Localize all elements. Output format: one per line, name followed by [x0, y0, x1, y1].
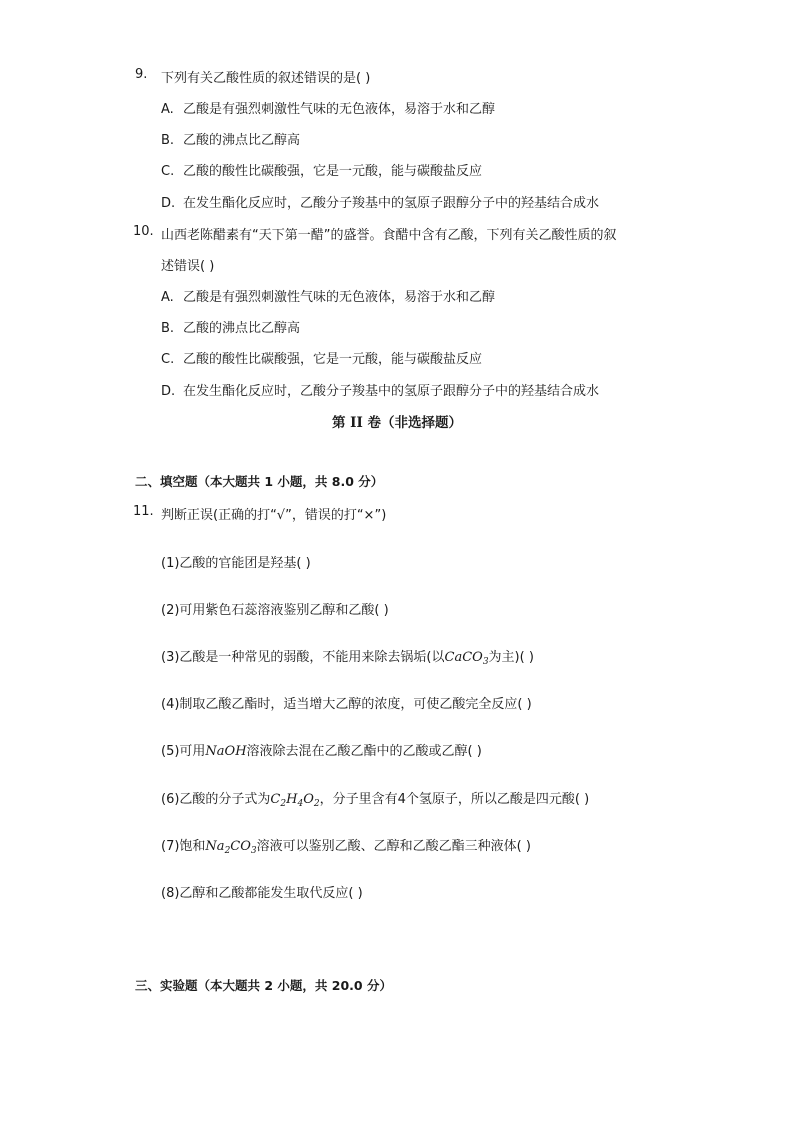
question-10-stem-line1: 山西老陈醋素有“天下第一醋”的盛誉。食醋中含有乙酸，下列有关乙酸性质的叙 — [161, 228, 617, 243]
formula-subscript: 3 — [250, 846, 257, 856]
q11-item-7 — [161, 835, 531, 856]
question-9-option-c — [161, 160, 482, 179]
option-letter: B. — [161, 321, 175, 336]
formula-naoh: NaOH — [205, 744, 247, 759]
q11-item-4: (4)制取乙酸乙酯时，适当增大乙醇的浓度，可使乙酸完全反应( ) — [161, 697, 532, 712]
question-9-option-a — [161, 98, 495, 117]
formula-part: CaCO — [444, 650, 483, 665]
question-10-option-d — [161, 380, 599, 399]
section-2-heading: 二、填空题（本大题共 1 小题，共 8.0 分） — [135, 474, 384, 489]
option-text: 乙酸是有强烈刺激性气味的无色液体，易溶于水和乙醇 — [183, 290, 496, 305]
option-text: 在发生酯化反应时，乙酸分子羧基中的氢原子跟醇分子中的羟基结合成水 — [183, 384, 600, 399]
question-9-stem: 下列有关乙酸性质的叙述错误的是( ) — [161, 71, 371, 86]
q11-item-2: (2)可用紫色石蕊溶液鉴别乙醇和乙酸( ) — [161, 603, 389, 618]
q11-item-8: (8)乙醇和乙酸都能发生取代反应( ) — [161, 886, 363, 901]
option-text: 乙酸的酸性比碳酸强，它是一元酸，能与碳酸盐反应 — [183, 164, 483, 179]
option-text: 乙酸的沸点比乙醇高 — [183, 133, 301, 148]
option-letter: A. — [161, 290, 174, 305]
section-3-heading: 三、实验题（本大题共 2 小题，共 20.0 分） — [135, 978, 392, 993]
formula-part: H — [286, 792, 298, 807]
formula-subscript: 4 — [297, 799, 304, 809]
formula-part: C — [270, 792, 281, 807]
option-letter: C. — [161, 164, 175, 179]
option-text: 乙酸的酸性比碳酸强，它是一元酸，能与碳酸盐反应 — [183, 352, 483, 367]
formula-subscript: 2 — [313, 799, 320, 809]
question-9-option-b — [161, 129, 300, 148]
formula-part: CO — [230, 839, 251, 854]
text: (5)可用 — [161, 744, 206, 759]
option-letter: D. — [161, 196, 176, 211]
option-letter: B. — [161, 133, 175, 148]
option-text: 乙酸是有强烈刺激性气味的无色液体，易溶于水和乙醇 — [183, 102, 496, 117]
formula-caco3 — [445, 650, 489, 665]
option-letter: A. — [161, 102, 174, 117]
formula-subscript: 2 — [280, 799, 287, 809]
part-2-heading: 第 II 卷（非选择题） — [331, 415, 463, 431]
question-10-number: 10. — [133, 224, 154, 239]
q11-item-3 — [161, 646, 534, 667]
formula-na2co3 — [205, 839, 256, 854]
text: 为主)( ) — [488, 650, 534, 665]
option-letter: D. — [161, 384, 176, 399]
question-11-stem: 判断正误(正确的打“√”，错误的打“×”) — [161, 508, 387, 523]
text: 溶液可以鉴别乙酸、乙醇和乙酸乙酯三种液体( ) — [256, 839, 531, 854]
question-9-option-d — [161, 192, 599, 211]
q11-item-6 — [161, 788, 589, 809]
q11-item-5 — [161, 740, 482, 759]
formula-c2h4o2 — [270, 792, 319, 807]
question-10-stem-line2: 述错误( ) — [161, 259, 215, 274]
text: (3)乙酸是一种常见的弱酸，不能用来除去锅垢(以 — [161, 650, 445, 665]
text: 溶液除去混在乙酸乙酯中的乙酸或乙醇( ) — [246, 744, 482, 759]
q11-item-1: (1)乙酸的官能团是羟基( ) — [161, 556, 311, 571]
text: ，分子里含有4个氢原子，所以乙酸是四元酸( ) — [319, 792, 590, 807]
question-10-option-c — [161, 348, 482, 367]
option-text: 乙酸的沸点比乙醇高 — [183, 321, 301, 336]
text: (6)乙酸的分子式为 — [161, 792, 271, 807]
formula-subscript: 3 — [482, 657, 489, 667]
formula-part: O — [303, 792, 314, 807]
question-9-number: 9. — [135, 67, 148, 82]
question-10-option-a — [161, 286, 495, 305]
formula-part: Na — [205, 839, 225, 854]
formula-subscript: 2 — [224, 846, 231, 856]
question-10-option-b — [161, 317, 300, 336]
text: (7)饱和 — [161, 839, 206, 854]
option-text: 在发生酯化反应时，乙酸分子羧基中的氢原子跟醇分子中的羟基结合成水 — [183, 196, 600, 211]
question-11-number: 11. — [133, 504, 154, 519]
option-letter: C. — [161, 352, 175, 367]
